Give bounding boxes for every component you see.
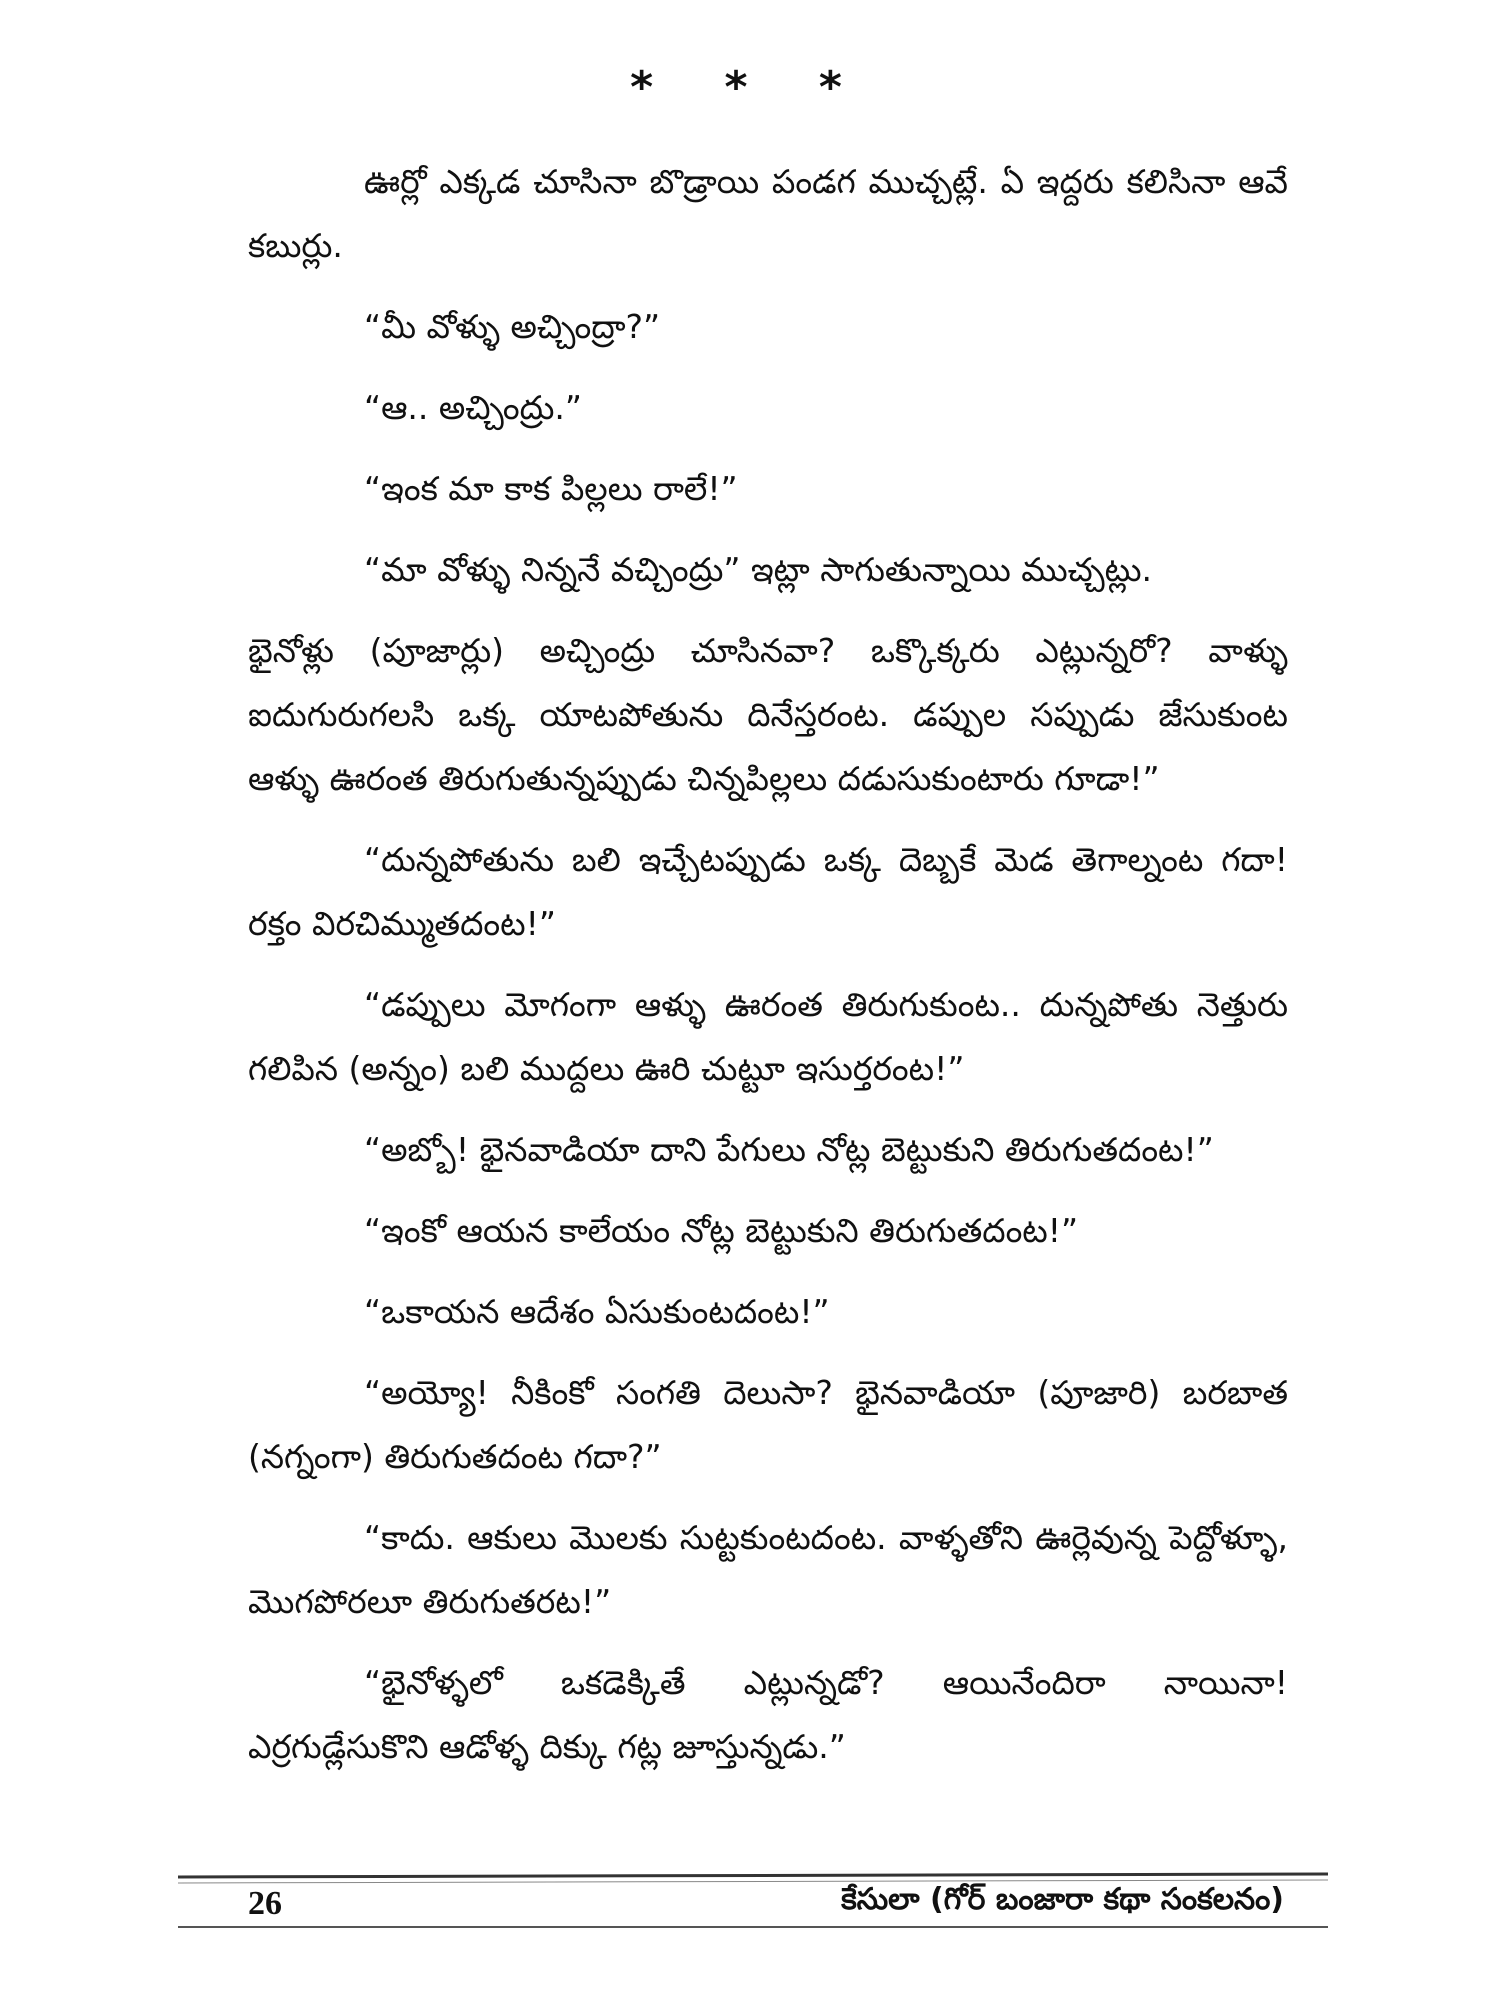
running-footer-title: కేసులా (గోర్ బంజారా కథా సంకలనం) (841, 1882, 1284, 1917)
paragraph: “డప్పులు మోగంగా ఆళ్ళు ఊరంత తిరుగుకుంట.. దున్నపోతు నెత్తురు గలిపిన (అన్నం) బలి ముద్దలు ఊరి చుట్టూ ఇసుర్తరంట!” (248, 985, 1288, 1088)
paragraph: “కాదు. ఆకులు మొలకు సుట్టకుంటదంట. వాళ్ళతోని ఊర్లెవున్న పెద్దోళ్ళూ, మొగపోరలూ తిరుగుతరట!” (248, 1518, 1288, 1621)
paragraph: “భైనోళ్ళలో ఒకడెక్కితే ఎట్లున్నడో? ఆయినేందిరా నాయినా! ఎర్రగుడ్లేసుకొని ఆడోళ్ళ దిక్కు గట్ల జూస్తున్నడు.” (248, 1663, 1288, 1766)
section-separator: * * * (630, 62, 870, 113)
paragraph: “మా వోళ్ళు నిన్ననే వచ్చింద్రు” ఇట్లా సాగుతున్నాయి ముచ్చట్లు. (364, 550, 1153, 589)
paragraph: “మీ వోళ్ళు అచ్చింద్రా?” (364, 307, 661, 346)
page-number: 26 (248, 1885, 282, 1922)
paragraph: ఊర్లో ఎక్కడ చూసినా బొడ్రాయి పండగ ముచ్చట్లే. ఏ ఇద్దరు కలిసినా ఆవే కబుర్లు. (248, 162, 1288, 265)
paragraph: “ఇంకో ఆయన కాలేయం నోట్ల బెట్టుకుని తిరుగుతదంట!” (364, 1211, 1079, 1250)
page-body (248, 150, 1288, 1796)
paragraph: “ఇంక మా కాక పిల్లలు రాలే!” (364, 469, 738, 508)
paragraph: “అబ్బో! భైనవాడియా దాని పేగులు నోట్ల బెట్టుకుని తిరుగుతదంట!” (364, 1130, 1214, 1169)
paragraph: “ఒకాయన ఆదేశం ఏసుకుంటదంట!” (364, 1292, 830, 1331)
paragraph: “ఆ.. అచ్చింద్రు.” (364, 388, 582, 427)
paragraph: భైనోళ్లు (పూజార్లు) అచ్చింద్రు చూసినవా? ఒక్కొక్కరు ఎట్లున్నరో? వాళ్ళు ఐదుగురుగలసి ఒక్క యాటపోతును దినేస్తరంట. డప్పుల సప్పుడు జేసుకుంట ఆళ్ళు ఊరంత తిరుగుతున్నప్పుడు చిన్నపిల్లలు దడుసుకుంటారు గూడా!” (248, 631, 1288, 798)
paragraph: “దున్నపోతును బలి ఇచ్చేటప్పుడు ఒక్క దెబ్బకే మెడ తెగాల్నంట గదా! రక్తం విరచిమ్ముతదంట!” (248, 840, 1288, 943)
paragraph: “అయ్యో! నీకింకో సంగతి దెలుసా? భైనవాడియా (పూజారి) బరబాత (నగ్నంగా) తిరుగుతదంట గదా?” (248, 1373, 1288, 1476)
footer-rule-lower (178, 1926, 1328, 1928)
